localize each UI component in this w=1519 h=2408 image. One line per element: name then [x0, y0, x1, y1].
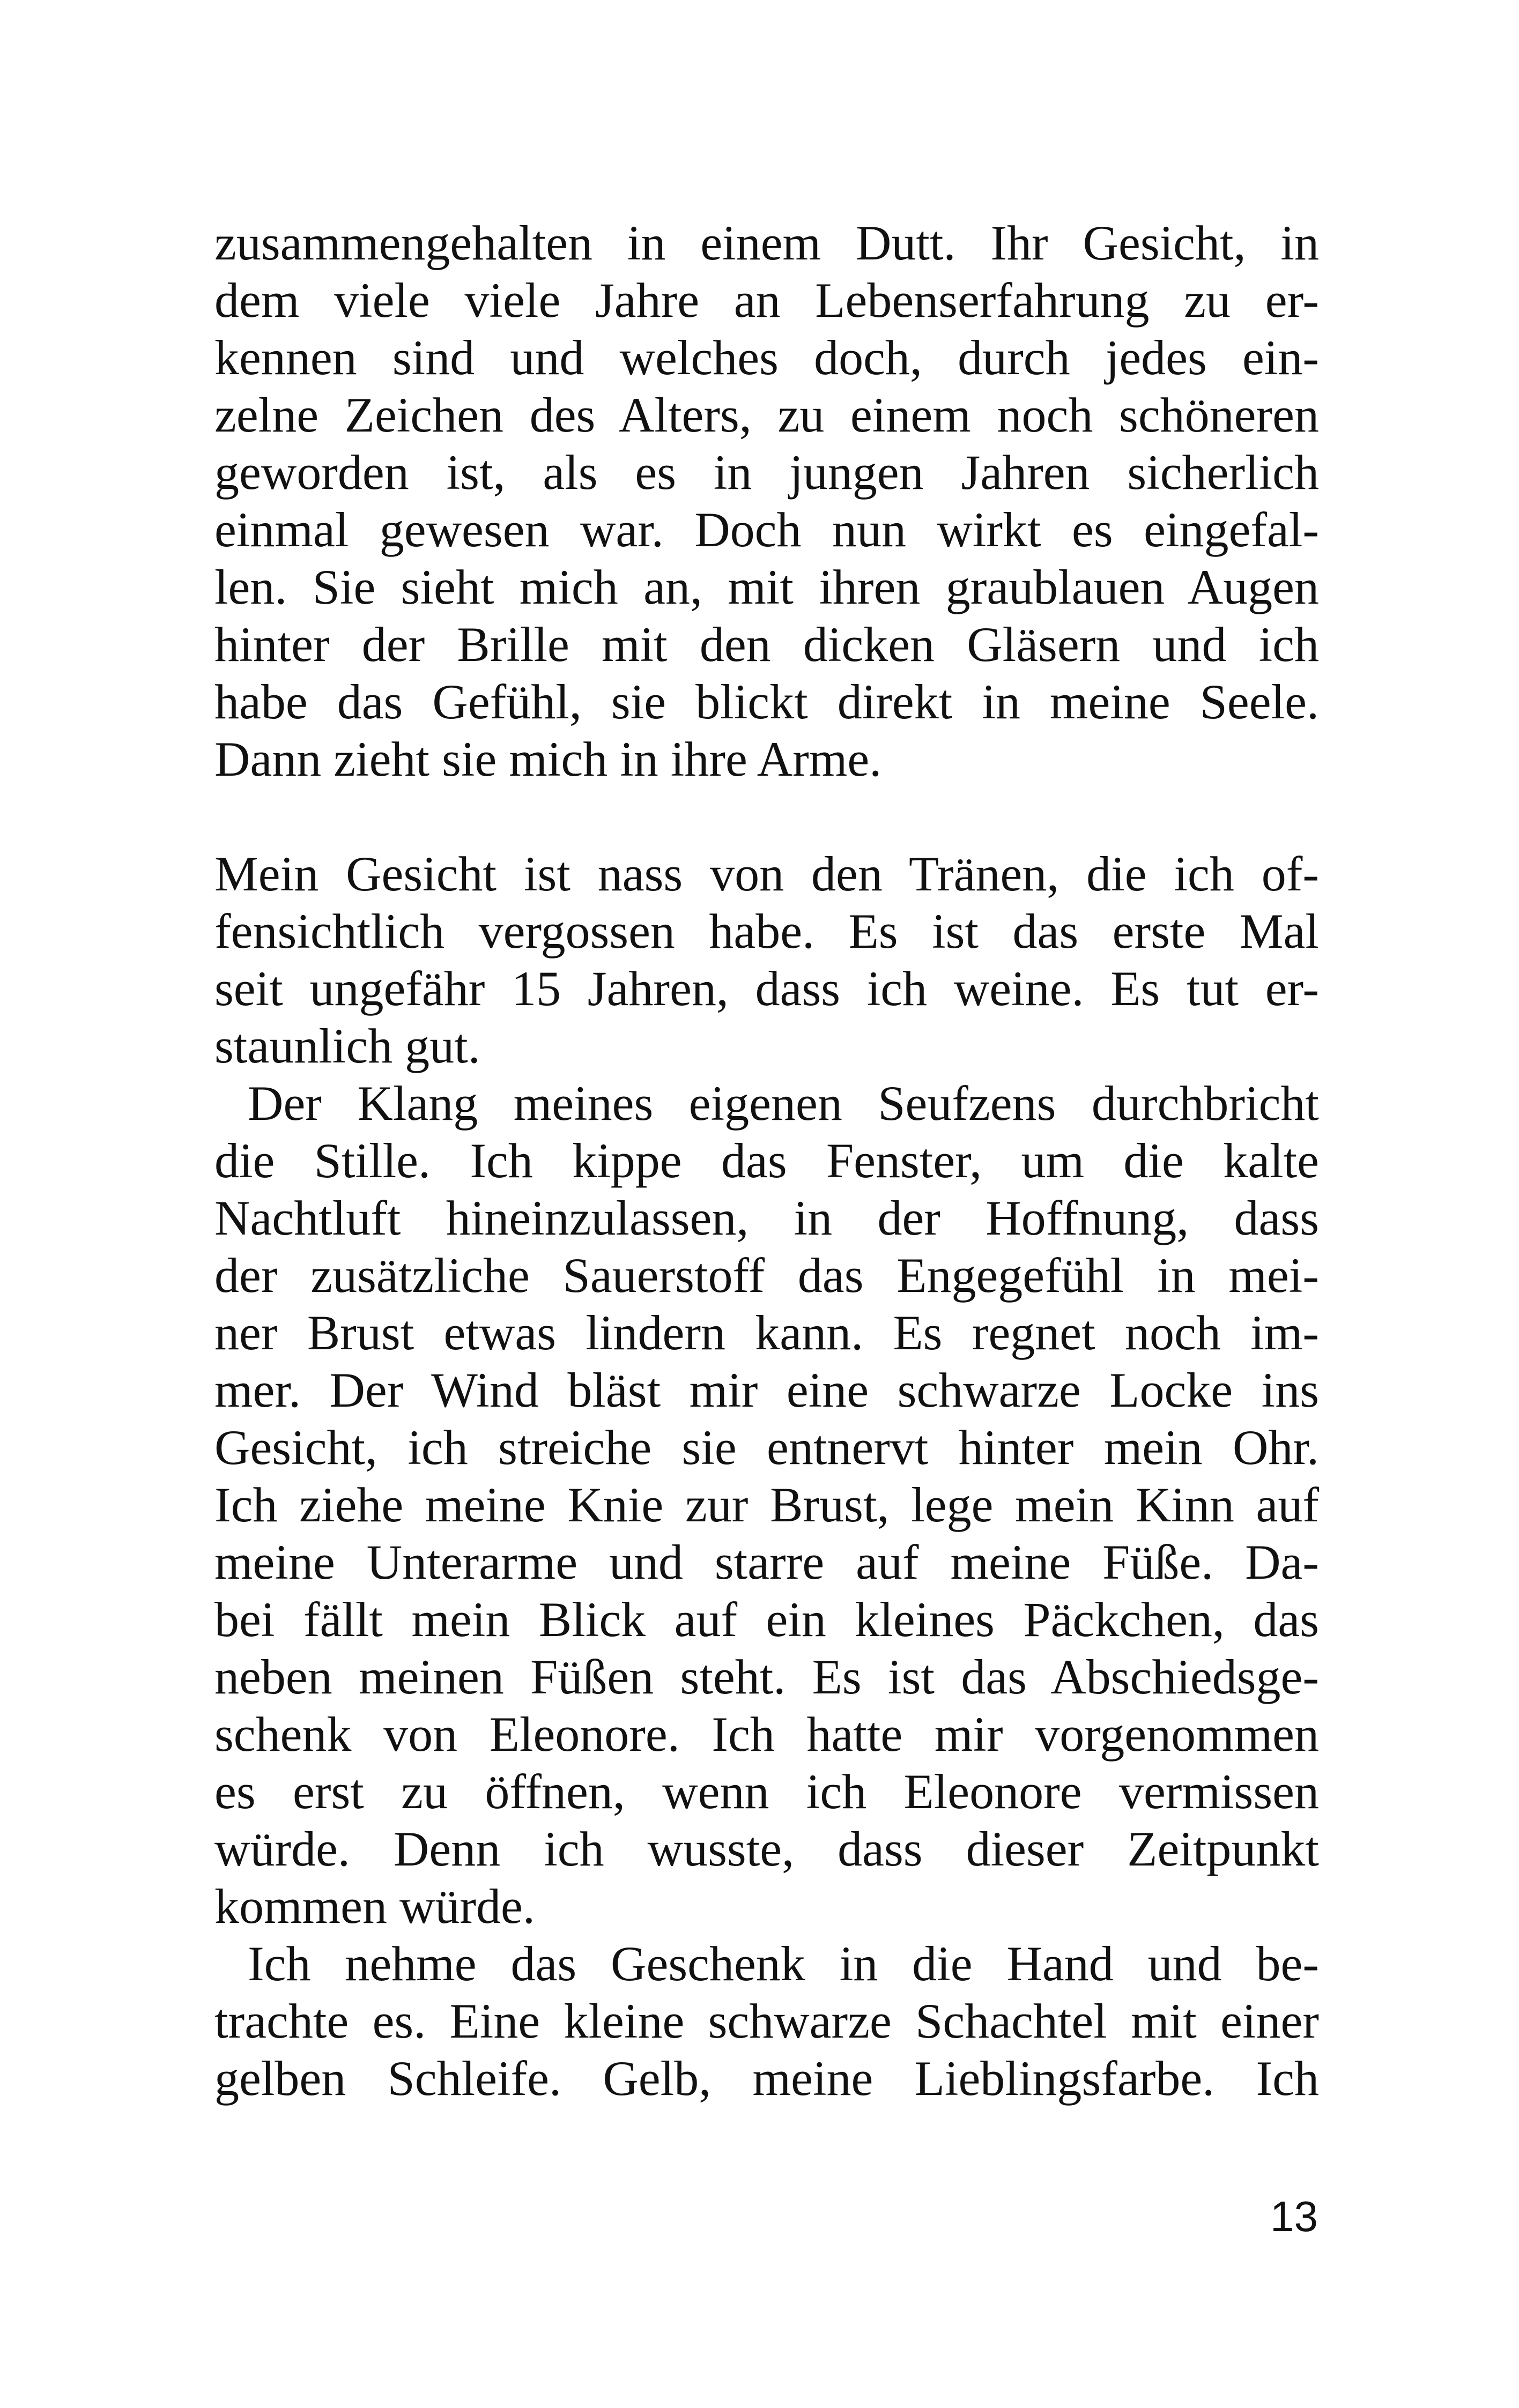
text-line: Der Klang meines eigenen Seufzens durchbricht [248, 1076, 1319, 1131]
section-break [214, 788, 1319, 845]
text-line: zusammengehalten in einem Dutt. Ihr Gesicht, in [214, 215, 1319, 270]
text-line: zelne Zeichen des Alters, zu einem noch schöneren [214, 388, 1319, 442]
text-line: Gesicht, ich streiche sie entnervt hinter mein Ohr. [214, 1420, 1319, 1475]
text-line: fensichtlich vergossen habe. Es ist das erste Mal [214, 904, 1319, 958]
text-line: hinter der Brille mit den dicken Gläsern und ich [214, 617, 1319, 672]
text-line: seit ungefähr 15 Jahren, dass ich weine. Es tut er- [214, 961, 1319, 1016]
text-line: schenk von Eleonore. Ich hatte mir vorgenommen [214, 1707, 1319, 1762]
text-line: geworden ist, als es in jungen Jahren sicherlich [214, 445, 1319, 500]
text-line: kommen würde. [214, 1879, 535, 1934]
text-line: die Stille. Ich kippe das Fenster, um die kalte [214, 1133, 1319, 1188]
text-line: es erst zu öffnen, wenn ich Eleonore vermissen [214, 1764, 1319, 1819]
paragraph [214, 1075, 1319, 1935]
text-line: trachte es. Eine kleine schwarze Schachtel mit einer [214, 1994, 1319, 2048]
text-line: dem viele viele Jahre an Lebenserfahrung zu er- [214, 273, 1319, 328]
text-line: Ich nehme das Geschenk in die Hand und be- [248, 1936, 1319, 1991]
text-line: meine Unterarme und starre auf meine Füße. Da- [214, 1535, 1319, 1589]
paragraph [214, 845, 1319, 1075]
page-number: 13 [1270, 2193, 1318, 2240]
text-line: bei fällt mein Blick auf ein kleines Päckchen, das [214, 1592, 1319, 1647]
text-line: Nachtluft hineinzulassen, in der Hoffnung, dass [214, 1191, 1319, 1245]
body-text [214, 214, 1319, 2107]
text-line: gelben Schleife. Gelb, meine Lieblingsfarbe. Ich [214, 2051, 1319, 2106]
text-line: kennen sind und welches doch, durch jedes ein- [214, 330, 1319, 385]
text-line: würde. Denn ich wusste, dass dieser Zeitpunkt [214, 1822, 1319, 1876]
text-line: Dann zieht sie mich in ihre Arme. [214, 732, 882, 786]
text-line: staunlich gut. [214, 1019, 480, 1073]
text-line: len. Sie sieht mich an, mit ihren graublauen Augen [214, 560, 1319, 614]
text-line: neben meinen Füßen steht. Es ist das Abschiedsge- [214, 1649, 1319, 1704]
paragraph [214, 1935, 1319, 2107]
text-line: Mein Gesicht ist nass von den Tränen, die ich of- [214, 846, 1319, 901]
paragraph [214, 214, 1319, 788]
text-line: ner Brust etwas lindern kann. Es regnet noch im- [214, 1305, 1319, 1360]
text-line: mer. Der Wind bläst mir eine schwarze Locke ins [214, 1363, 1319, 1417]
text-line: habe das Gefühl, sie blickt direkt in meine Seele. [214, 674, 1319, 729]
text-line: der zusätzliche Sauerstoff das Engegefühl in mei- [214, 1248, 1319, 1303]
text-line: einmal gewesen war. Doch nun wirkt es eingefal- [214, 502, 1319, 557]
text-line: Ich ziehe meine Knie zur Brust, lege mein Kinn auf [214, 1477, 1319, 1532]
